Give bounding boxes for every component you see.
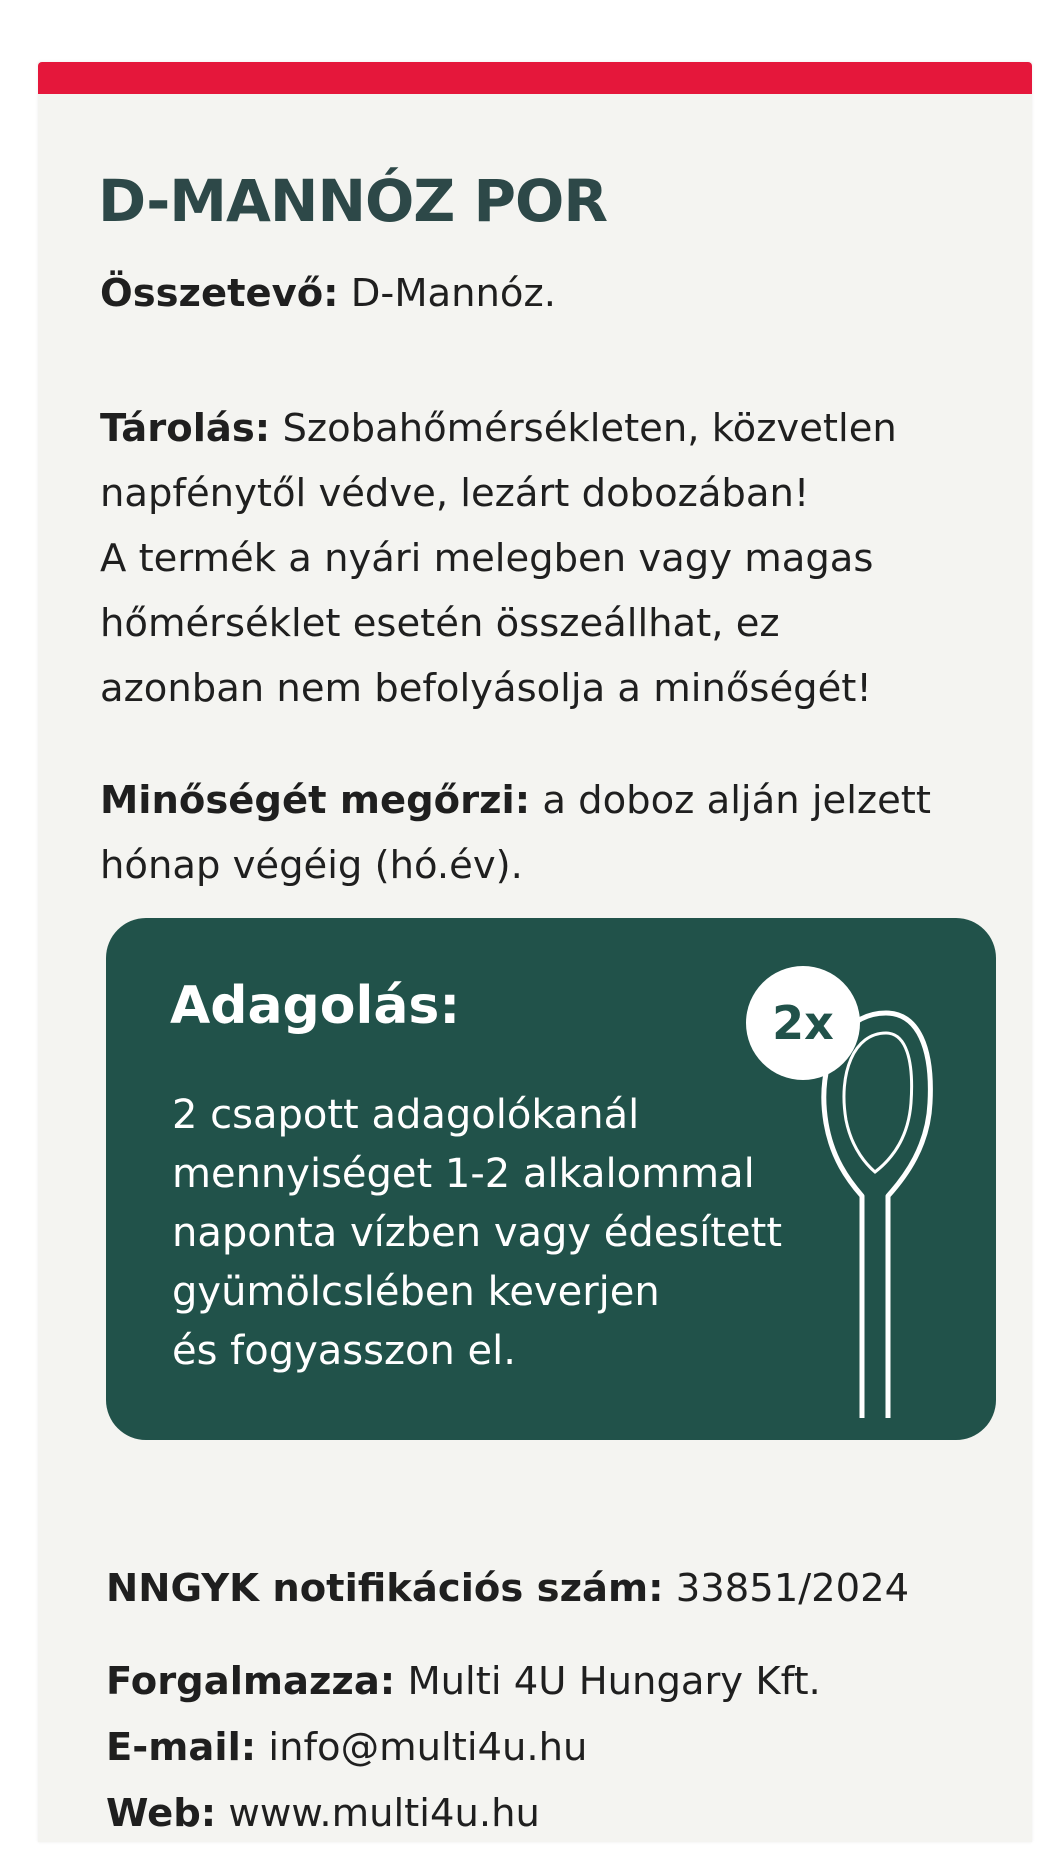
- storage-label: Tárolás:: [100, 406, 271, 451]
- distributor-label: Forgalmazza:: [106, 1659, 396, 1704]
- web-line: [106, 1782, 540, 1846]
- dosage-title: Adagolás:: [170, 976, 461, 1036]
- email-line: [106, 1716, 587, 1780]
- dosage-instructions: 2 csapott adagolókanál mennyiséget 1-2 alkalommal naponta vízben vagy édesített gyümölcslében keverjen és fogyasszon el.: [172, 1092, 783, 1374]
- ingredient-text: D-Mannóz.: [338, 271, 556, 316]
- web-value: www.multi4u.hu: [216, 1791, 540, 1836]
- nngyk-label: NNGYK notifikációs szám:: [106, 1566, 664, 1611]
- storage-line-4: hőmérséklet esetén összeállhat, ez: [100, 601, 780, 646]
- best-before-paragraph: [100, 768, 931, 898]
- product-title: D-MANNÓZ POR: [98, 167, 608, 235]
- dosage-panel: [106, 918, 996, 1440]
- servings-badge: 2x: [746, 966, 860, 1080]
- distributor-value: Multi 4U Hungary Kft.: [395, 1659, 821, 1704]
- web-label: Web:: [106, 1791, 217, 1836]
- top-red-band: [38, 62, 1032, 94]
- distributor-line: [106, 1650, 821, 1714]
- best-before-label: Minőségét megőrzi:: [100, 778, 531, 823]
- ingredient-label: Összetevő:: [100, 271, 339, 316]
- storage-line-5: azonban nem befolyásolja a minőségét!: [100, 666, 872, 711]
- best-before-line-2: hónap végéig (hó.év).: [100, 843, 523, 888]
- product-label: [38, 62, 1032, 1842]
- storage-line-1: Szobahőmérsékleten, közvetlen: [270, 406, 897, 451]
- email-label: E-mail:: [106, 1725, 257, 1770]
- storage-line-3: A termék a nyári melegben vagy magas: [100, 536, 874, 581]
- nngyk-value: 33851/2024: [663, 1566, 910, 1611]
- storage-line-2: napfénytől védve, lezárt dobozában!: [100, 471, 810, 516]
- ingredient-paragraph: [100, 261, 556, 326]
- email-value: info@multi4u.hu: [256, 1725, 588, 1770]
- notification-number: [106, 1557, 909, 1621]
- storage-paragraph: [100, 396, 897, 721]
- best-before-line-1: a doboz alján jelzett: [530, 778, 931, 823]
